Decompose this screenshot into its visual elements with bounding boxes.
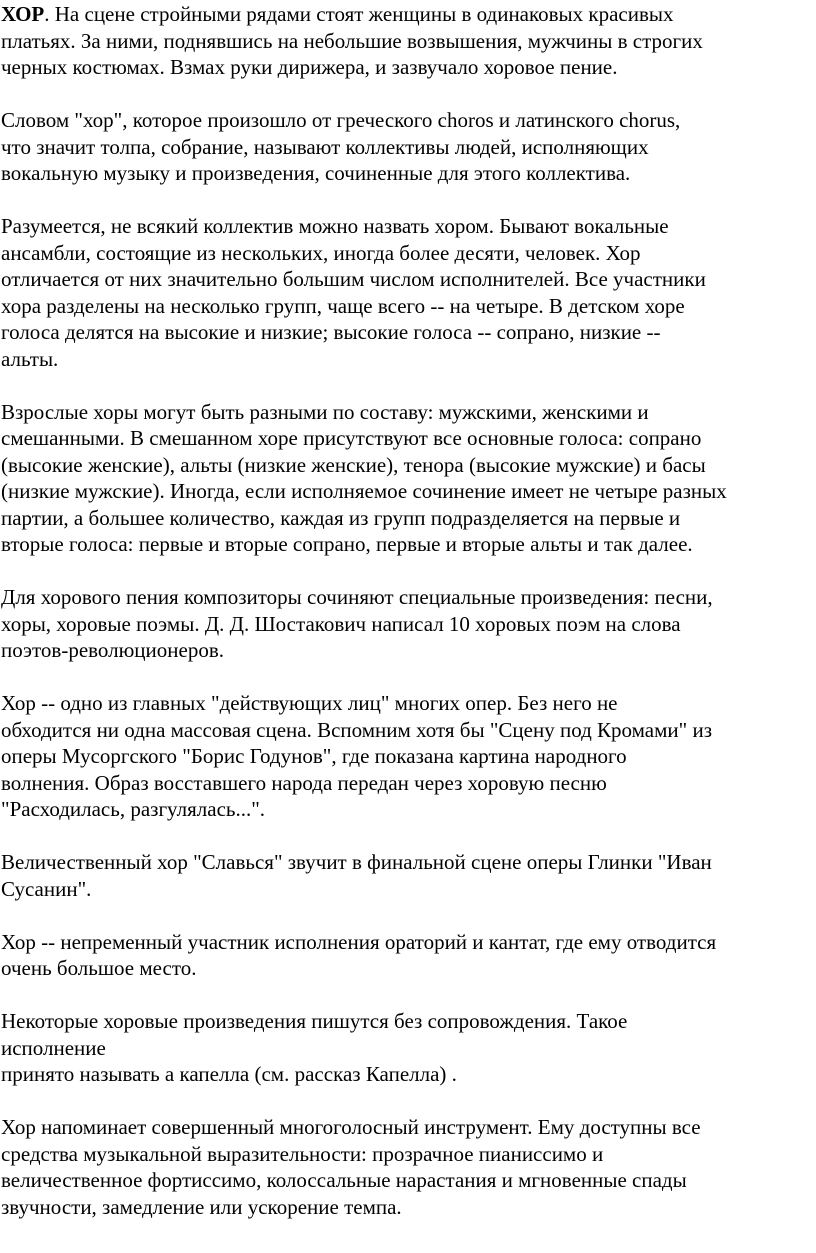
paragraph-oratorios: Хор -- непременный участник исполнения ораторий и кантат, где ему отводится очень большое место.	[1, 929, 717, 980]
document-heading: ХОР	[1, 2, 45, 26]
paragraph-composers: Для хорового пения композиторы сочиняют специальные произведения: песни, хоры, хоровые поэмы. Д. Д. Шостакович написал 10 хоровых поэм на слова поэтов-революционеров.	[1, 585, 713, 662]
paragraph-intro-text: . На сцене стройными рядами стоят женщины в одинаковых красивых платьях. За ними, поднявшись на небольшие возвышения, мужчины в строгих черных костюмах. Взмах руки дирижера, и зазвучало хоровое пение.	[1, 2, 703, 79]
paragraph-instrument: Хор напоминает совершенный многоголосный инструмент. Ему доступны все средства музыкальной выразительности: прозрачное пианиссимо и величественное фортиссимо, колоссальные нарастания и мгновенные спады звучности, замедление или ускорение темпа.	[1, 1115, 701, 1219]
paragraph-slavsya: Величественный хор "Славься" звучит в финальной сцене оперы Глинки "Иван Сусанин".	[1, 850, 712, 901]
paragraph-etymology: Словом "хор", которое произошло от греческого choros и латинского chorus, что значит толпа, собрание, называют коллективы людей, исполняющих вокальную музыку и произведения, сочиненные для этого коллектива.	[1, 108, 681, 185]
paragraph-intro	[1, 1, 816, 81]
paragraph-ensembles: Разумеется, не всякий коллектив можно назвать хором. Бывают вокальные ансамбли, состоящие из нескольких, иногда более десяти, человек. Хор отличается от них значительно большим числом исполнителей. Все участники хора разделены на несколько групп, чаще всего -- на четыре. В детском хоре голоса делятся на высокие и низкие; высокие голоса -- сопрано, низкие -- альты.	[1, 214, 706, 371]
paragraph-a-cappella: Некоторые хоровые произведения пишутся без сопровождения. Такое исполнение принято называть а капелла (см. рассказ Капелла) .	[1, 1009, 628, 1086]
paragraph-adult-choirs: Взрослые хоры могут быть разными по составу: мужскими, женскими и смешанными. В смешанном хоре присутствуют все основные голоса: сопрано (высокие женские), альты (низкие женские), тенора (высокие мужские) и басы (низкие мужские). Иногда, если исполняемое сочинение имеет не четыре разных партии, а большее количество, каждая из групп подразделяется на первые и вторые голоса: первые и вторые сопрано, первые и вторые альты и так далее.	[1, 399, 727, 556]
paragraph-opera: Хор -- одно из главных "действующих лиц" многих опер. Без него не обходится ни одна массовая сцена. Вспомним хотя бы "Сцену под Кромами" из оперы Мусоргского "Борис Годунов", где показана картина народного волнения. Образ восставшего народа передан через хоровую песню "Расходилась, разгулялась...".	[1, 691, 712, 821]
